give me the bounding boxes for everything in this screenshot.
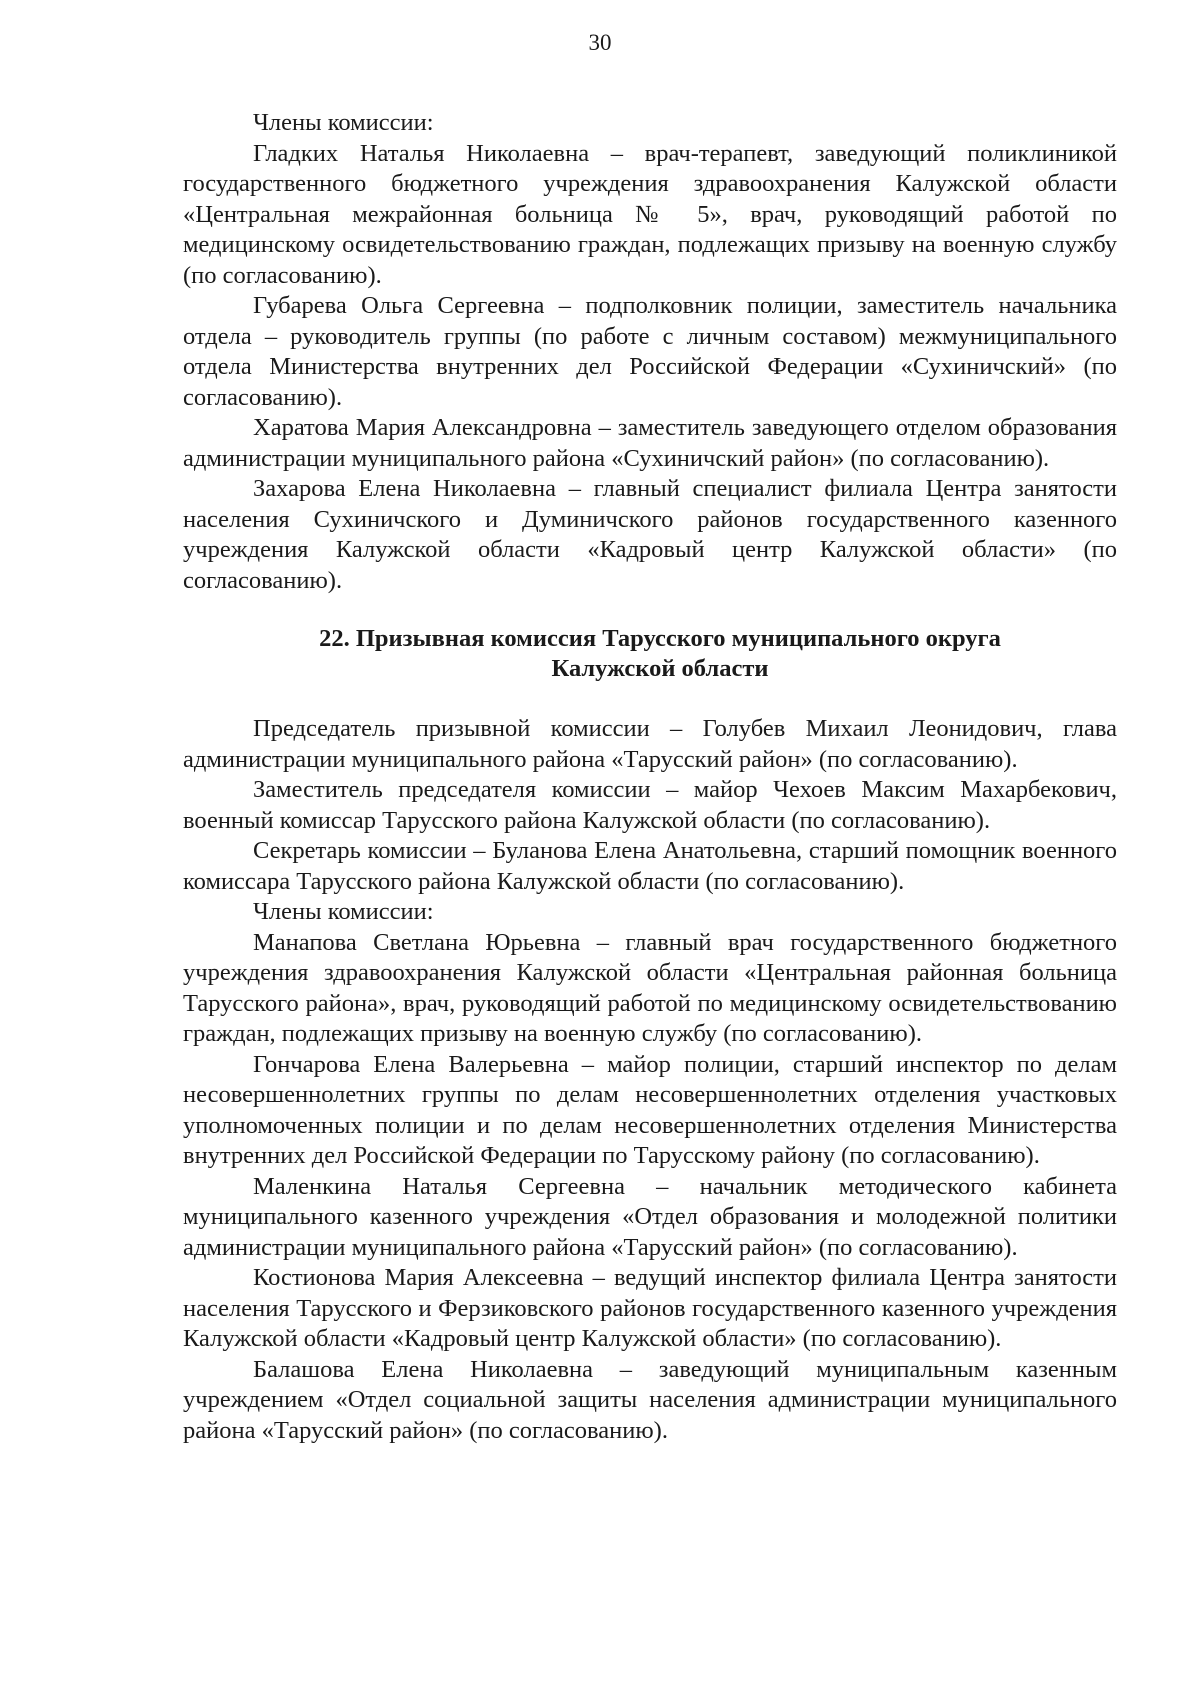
section-heading-line-1: 22. Призывная комиссия Тарусского муниципального округа xyxy=(319,625,1001,652)
secretary-paragraph: Секретарь комиссии – Буланова Елена Анатольевна, старший помощник военного комиссара Тарусского района Калужской области (по согласованию). xyxy=(183,837,1117,895)
page-number: 30 xyxy=(588,30,612,55)
members-label: Члены комиссии: xyxy=(253,109,434,136)
member-paragraph: Костионова Мария Алексеевна – ведущий инспектор филиала Центра занятости населения Тарусского и Ферзиковского районов государственного казенного учреждения Калужской области «Кадровый центр Калужской области» (по согласованию). xyxy=(183,1264,1117,1352)
section-heading-line-2: Калужской области xyxy=(551,655,769,682)
member-paragraph: Гладких Наталья Николаевна – врач-терапевт, заведующий поликлиникой государственного бюджетного учреждения здравоохранения Калужской области «Центральная межрайонная больница № 5», врач, руководящий работой по медицинскому освидетельствованию граждан, подлежащих призыву на военную службу (по согласованию). xyxy=(183,139,1117,289)
member-paragraph: Манапова Светлана Юрьевна – главный врач государственного бюджетного учреждения здравоохранения Калужской области «Центральная районная больница Тарусского района», врач, руководящий работой по медицинскому освидетельствованию граждан, подлежащих призыву на военную службу (по согласованию). xyxy=(183,928,1117,1047)
document-body xyxy=(183,108,1117,1446)
member-paragraph: Балашова Елена Николаевна – заведующий муниципальным казенным учреждением «Отдел социальной защиты населения администрации муниципального района «Тарусский район» (по согласованию). xyxy=(183,1355,1117,1444)
member-paragraph: Гончарова Елена Валерьевна – майор полиции, старший инспектор по делам несовершеннолетних группы по делам несовершеннолетних отделения участковых уполномоченных полиции и по делам несовершеннолетних отделения Министерства внутренних дел Российской Федерации по Тарусскому району (по согласованию). xyxy=(183,1050,1117,1169)
section-spacer xyxy=(183,684,1117,714)
members-label: Члены комиссии: xyxy=(253,898,434,925)
member-paragraph: Захарова Елена Николаевна – главный специалист филиала Центра занятости населения Сухиничского и Думиничского районов государственного казенного учреждения Калужской области «Кадровый центр Калужской области» (по согласованию). xyxy=(183,475,1117,594)
deputy-chairman-paragraph: Заместитель председателя комиссии – майор Чехоев Максим Махарбекович, военный комиссар Тарусского района Калужской области (по согласованию). xyxy=(183,776,1117,834)
member-paragraph: Харатова Мария Александровна – заместитель заведующего отделом образования администрации муниципального района «Сухиничский район» (по согласованию). xyxy=(183,414,1117,472)
chairman-paragraph: Председатель призывной комиссии – Голубев Михаил Леонидович, глава администрации муниципального района «Тарусский район» (по согласованию). xyxy=(183,715,1117,773)
member-paragraph: Губарева Ольга Сергеевна – подполковник полиции, заместитель начальника отдела – руководитель группы (по работе с личным составом) межмуниципального отдела Министерства внутренних дел Российской Федерации «Сухиничский» (по согласованию). xyxy=(183,292,1117,411)
member-paragraph: Маленкина Наталья Сергеевна – начальник методического кабинета муниципального казенного учреждения «Отдел образования и молодежной политики администрации муниципального района «Тарусский район» (по согласованию). xyxy=(183,1172,1117,1261)
section-spacer xyxy=(183,596,1117,624)
